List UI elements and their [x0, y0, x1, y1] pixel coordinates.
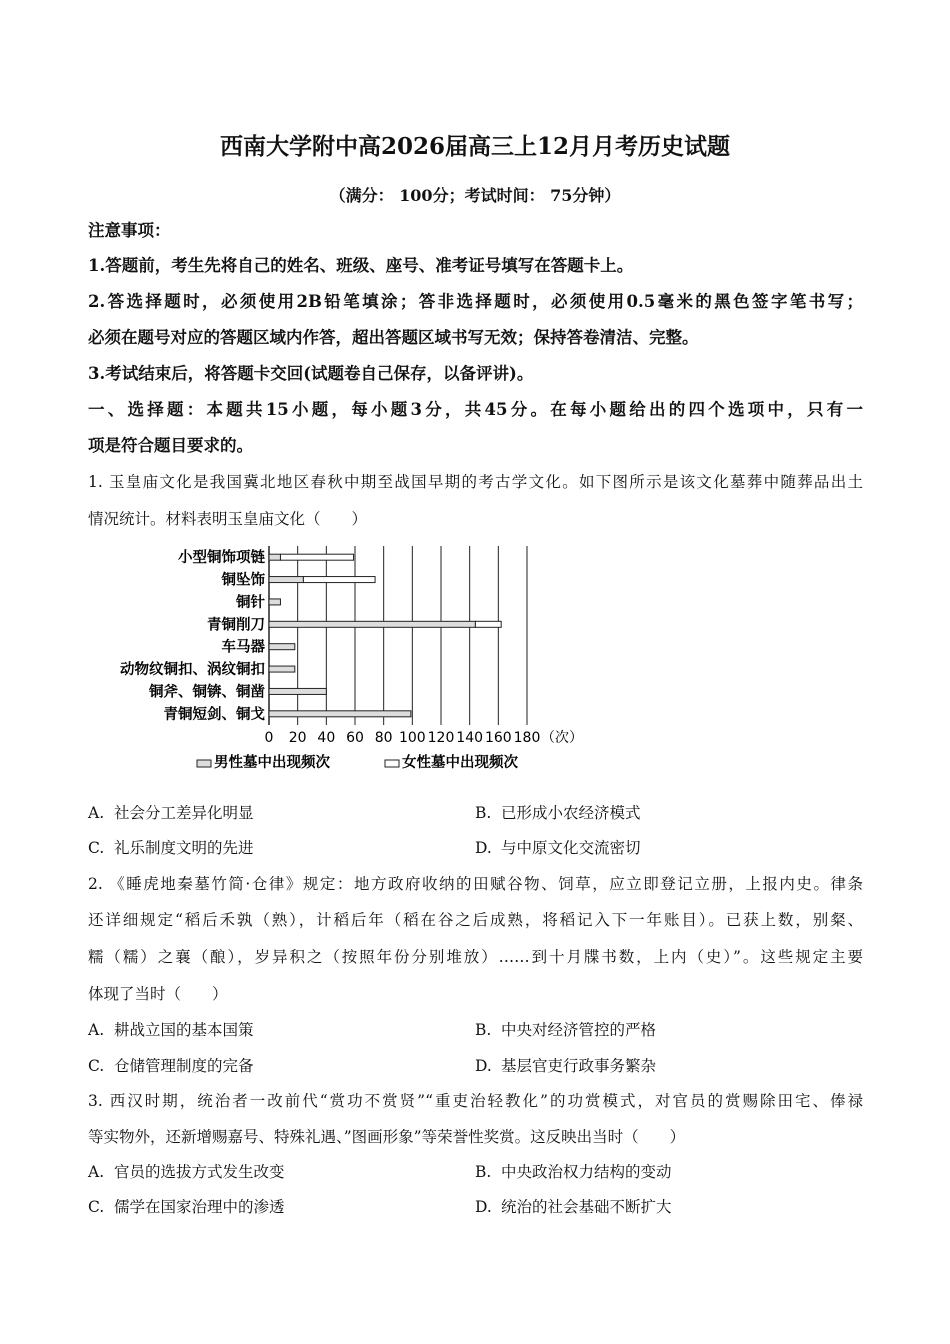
bar-male	[269, 666, 295, 672]
legend-label: 女性墓中出现频次	[402, 755, 518, 771]
option-1b[interactable]	[475, 803, 641, 823]
question-3-text: 3. 西汉时期，统治者一改前代“赏功不赏贤”“重吏治轻教化”的功赏模式，对官员的赏赐除田宅、俸禄	[88, 1092, 863, 1110]
note-line: 1.答题前，考生先将自己的姓名、班级、座号、准考证号填写在答题卡上。	[88, 256, 634, 275]
category-label: 青铜短剑、铜戈	[163, 706, 265, 723]
option-3a[interactable]	[88, 1162, 285, 1182]
bar-female	[280, 554, 353, 560]
x-unit-label: （次）	[541, 730, 583, 746]
question-2-text: 还详细规定“稻后禾孰（熟），计稻后年（稻在谷之后成熟，将稻记入下一年账目）。已获上数，别粲、	[88, 911, 863, 929]
x-tick-label: 80	[374, 730, 393, 746]
bar-male	[269, 688, 326, 694]
x-tick-label: 40	[317, 730, 336, 746]
question-1-text: 1. 玉皇庙文化是我国冀北地区春秋中期至战国早期的考古学文化。如下图所示是该文化墓葬中随葬品出土	[88, 473, 863, 491]
option-3d[interactable]	[475, 1197, 672, 1217]
option-text: 中央对经济管控的严格	[501, 1021, 657, 1039]
bar-male	[269, 554, 280, 560]
burial-goods-chart	[85, 540, 605, 780]
bar-male	[269, 577, 303, 583]
option-key: B.	[475, 1021, 492, 1039]
exam-info: （满分： 100分；考试时间： 75分钟）	[329, 186, 621, 205]
question-2-text: 糯（糯）之襄（酿），岁异积之（按照年份分别堆放）……到十月牒书数，上内（史）”。这些规定主要	[88, 948, 863, 966]
option-text: 官员的选拔方式发生改变	[114, 1163, 285, 1181]
note-line: 必须在题号对应的答题区域内作答，超出答题区域书写无效；保持答卷清洁、完整。	[88, 328, 699, 347]
option-2a[interactable]	[88, 1020, 254, 1040]
x-tick-label: 0	[264, 730, 274, 746]
option-text: 社会分工差异化明显	[114, 804, 254, 822]
option-key: D.	[475, 1198, 492, 1216]
bar-female	[475, 621, 501, 627]
bar-male	[269, 644, 295, 650]
option-key: C.	[88, 1198, 105, 1216]
notes-heading: 注意事项：	[88, 221, 171, 240]
note-line: 3.考试结束后，将答题卡交回(试题卷自己保存，以备评讲)。	[88, 364, 534, 383]
x-tick-label: 100	[398, 730, 426, 746]
x-tick-label: 180	[513, 730, 541, 746]
legend-label: 男性墓中出现频次	[214, 755, 330, 771]
question-2-text: 2. 《睡虎地秦墓竹简·仓律》规定：地方政府收纳的田赋谷物、饲草，应立即登记立册，上报内史。律条	[88, 875, 863, 893]
option-key: D.	[475, 1057, 492, 1075]
category-label: 铜斧、铜锛、铜凿	[149, 684, 265, 701]
x-tick-label: 60	[346, 730, 364, 746]
option-2b[interactable]	[475, 1020, 656, 1040]
question-1-text: 情况统计。材料表明玉皇庙文化（ ）	[88, 510, 368, 528]
bar-female	[303, 577, 375, 583]
bar-male	[269, 711, 411, 717]
option-3b[interactable]	[475, 1162, 672, 1182]
option-text: 中央政治权力结构的变动	[501, 1163, 672, 1181]
option-text: 仓储管理制度的完备	[114, 1057, 254, 1075]
bar-male	[269, 599, 280, 605]
option-text: 已形成小农经济模式	[501, 804, 641, 822]
category-label: 小型铜饰项链	[178, 550, 265, 567]
option-2d[interactable]	[475, 1056, 656, 1076]
note-line: 2.答选择题时，必须使用2B铅笔填涂；答非选择题时，必须使用0.5毫米的黑色签字笔书写；	[88, 292, 863, 311]
option-1c[interactable]	[88, 838, 254, 858]
option-key: B.	[475, 804, 492, 822]
category-label: 车马器	[221, 639, 265, 656]
section-heading: 项是符合题目要求的。	[88, 436, 253, 455]
option-key: A.	[88, 1021, 105, 1039]
category-label: 青铜削刀	[207, 617, 265, 634]
x-tick-label: 160	[484, 730, 512, 746]
option-text: 与中原文化交流密切	[501, 839, 641, 857]
x-tick-label: 120	[427, 730, 455, 746]
option-key: C.	[88, 839, 105, 857]
legend-swatch	[385, 760, 399, 767]
section-heading: 一、选择题：本题共15小题，每小题3分，共45分。在每小题给出的四个选项中，只有一	[88, 400, 863, 419]
option-key: D.	[475, 839, 492, 857]
x-tick-label: 140	[456, 730, 484, 746]
option-text: 礼乐制度文明的先进	[114, 839, 254, 857]
option-3c[interactable]	[88, 1197, 285, 1217]
option-1a[interactable]	[88, 803, 254, 823]
option-key: C.	[88, 1057, 105, 1075]
option-key: A.	[88, 804, 105, 822]
category-label: 动物纹铜扣、涡纹铜扣	[120, 662, 265, 679]
option-text: 基层官吏行政事务繁杂	[501, 1057, 657, 1075]
legend-swatch	[197, 760, 211, 767]
category-label: 铜针	[236, 594, 265, 611]
bar-male	[269, 621, 475, 627]
option-key: B.	[475, 1163, 492, 1181]
option-text: 耕战立国的基本国策	[114, 1021, 254, 1039]
option-1d[interactable]	[475, 838, 641, 858]
x-tick-label: 20	[288, 730, 307, 746]
option-text: 统治的社会基础不断扩大	[501, 1198, 672, 1216]
page-title: 西南大学附中高2026届高三上12月月考历史试题	[219, 133, 731, 160]
question-2-text: 体现了当时（ ）	[88, 985, 228, 1003]
question-3-text: 等实物外，还新增赐嘉号、特殊礼遇、”图画形象”等荣誉性奖赏。这反映出当时（ ）	[88, 1128, 686, 1146]
option-text: 儒学在国家治理中的渗透	[114, 1198, 285, 1216]
category-label: 铜坠饰	[221, 572, 265, 589]
option-key: A.	[88, 1163, 105, 1181]
option-2c[interactable]	[88, 1056, 254, 1076]
